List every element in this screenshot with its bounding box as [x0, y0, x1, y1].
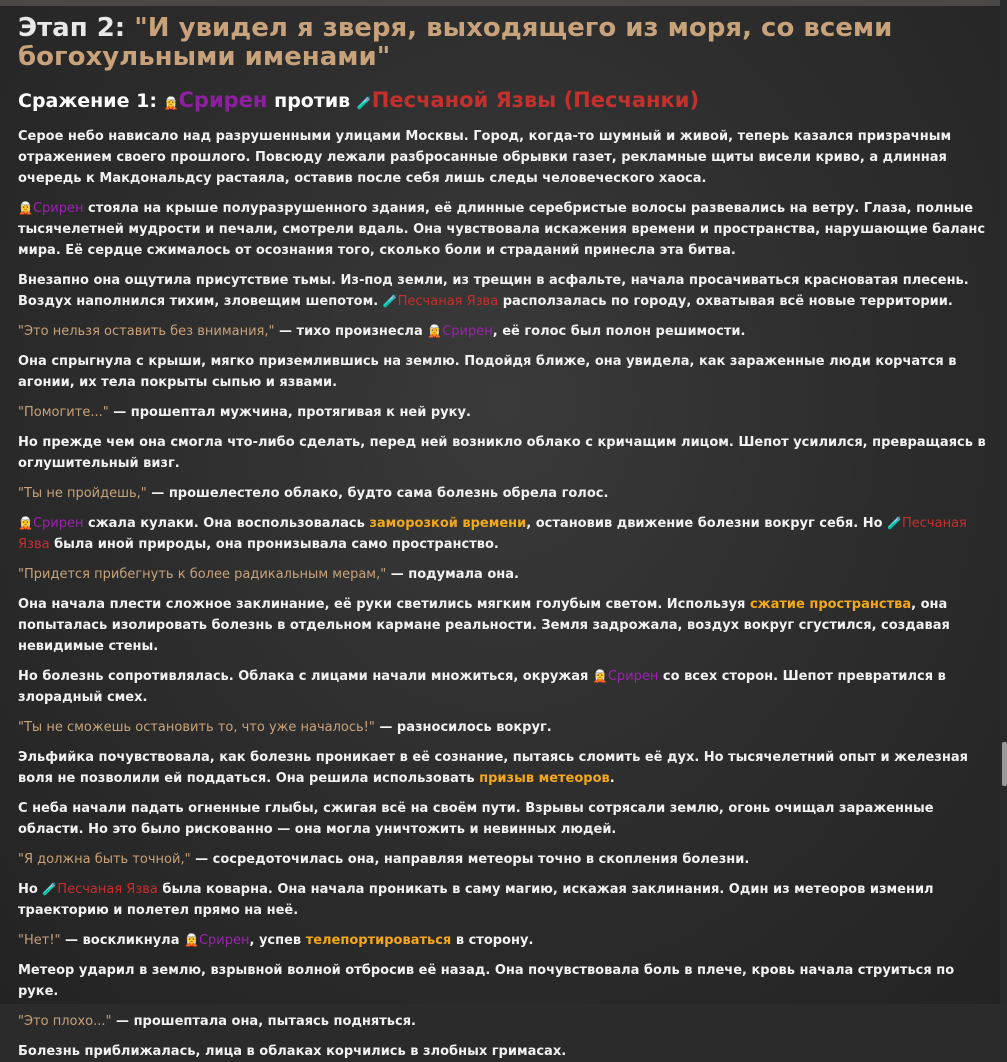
battle-label: Сражение 1:	[18, 90, 157, 112]
elf-emoji-icon: 🧝	[184, 933, 199, 947]
paragraph-13-text: — разносилось вокруг.	[374, 720, 552, 735]
paragraph-9-text-b: , остановив движение болезни вокруг себя. Но	[526, 516, 888, 531]
test-tube-emoji-icon: 🧪	[382, 294, 398, 308]
dialogue-quote: "Ты не пройдешь,"	[18, 486, 147, 501]
enemy-name: Песчаная Язва	[18, 516, 967, 552]
stage-title	[18, 14, 990, 72]
paragraph-21: Болезнь приближалась, лица в облаках корчились в злобных гримасах.	[18, 1044, 567, 1059]
dialogue-quote: "Это нельзя оставить без внимания,"	[18, 324, 275, 339]
paragraph-10-text: — подумала она.	[386, 567, 519, 582]
paragraph-2	[18, 198, 990, 261]
hero-name: Срирен	[442, 324, 493, 339]
paragraph-14-text-a: Эльфийка почувствовала, как болезнь проникает в её сознание, пытаясь сломить её дух. Но тысячелетний опыт и железная воля не позволили ей поддаться. Она решила использовать	[18, 750, 968, 786]
paragraph-9-text-a: сжала кулаки. Она воспользовалась	[83, 516, 370, 531]
paragraph-13	[18, 717, 990, 738]
paragraph-11	[18, 594, 990, 657]
dialogue-quote: "Помогите..."	[18, 405, 109, 420]
paragraph-4-text-b: , её голос был полон решимости.	[492, 324, 746, 339]
test-tube-emoji-icon: 🧪	[42, 882, 58, 896]
dialogue-quote: "Это плохо..."	[18, 1014, 112, 1029]
stage-prefix: Этап 2:	[18, 13, 126, 43]
paragraph-6-text: — прошептал мужчина, протягивая к ней руку.	[108, 405, 471, 420]
enemy-name: Песчаная Язва	[397, 294, 499, 309]
paragraph-6	[18, 402, 990, 423]
paragraph-11-text-a: Она начала плести сложное заклинание, её руки светились мягким голубым светом. Используя	[18, 597, 750, 612]
hero-name: Срирен	[607, 669, 659, 684]
battle-title	[18, 86, 990, 117]
paragraph-19: Метеор ударил в землю, взрывной волной отбросив её назад. Она почувствовала боль в плече, кровь начала струиться по руке.	[18, 963, 955, 999]
paragraph-17	[18, 879, 990, 921]
paragraph-16-text: — сосредоточилась она, направляя метеоры точно в скопления болезни.	[190, 852, 750, 867]
paragraph-3-text-a: Внезапно она ощутила присутствие тьмы. Из-под земли, из трещин в асфальте, начала просачиваться красноватая плесень. Воздух наполнился тихим, зловещим шепотом.	[18, 273, 969, 309]
battle-versus: против	[274, 90, 351, 112]
paragraph-3	[18, 270, 990, 312]
elf-emoji-icon: 🧝	[163, 96, 179, 110]
dialogue-quote: "Придется прибегнуть к более радикальным мерам,"	[18, 567, 387, 582]
paragraph-18-text-a: — воскликнула	[60, 933, 184, 948]
paragraph-14	[18, 747, 990, 789]
top-toolbar-strip	[0, 0, 1007, 6]
dialogue-quote: "Я должна быть точной,"	[18, 852, 191, 867]
skill-teleport: телепортироваться	[305, 933, 452, 948]
skill-time-freeze: заморозкой времени	[369, 516, 527, 531]
paragraph-12-text-b: со всех сторон. Шепот превратился в злорадный смех.	[18, 669, 946, 705]
skill-space-compression: сжатие пространства	[749, 597, 912, 612]
stage-quote: "И увидел я зверя, выходящего из моря, со всеми богохульными именами"	[18, 13, 893, 72]
paragraph-1: Серое небо нависало над разрушенными улицами Москвы. Город, когда-то шумный и живой, теперь казался призрачным отражением своего прошлого. Повсюду лежали разбросанные обрывки газет, рекламные щиты висели криво, а длинная очередь к Макдональдсу растаяла, оставив после себя лишь следы человеческого хаоса.	[18, 129, 952, 186]
paragraph-4-text-a: — тихо произнесла	[274, 324, 428, 339]
paragraph-10	[18, 564, 990, 585]
paragraph-17-text-b: была коварна. Она начала проникать в саму магию, искажая заклинания. Один из метеоров изменил траекторию и полетел прямо на неё.	[18, 882, 934, 918]
paragraph-15: С неба начали падать огненные глыбы, сжигая всё на своём пути. Взрывы сотрясали землю, огонь очищал зараженные области. Но это было рискованно — она могла уничтожить и невинных людей.	[18, 801, 934, 837]
paragraph-20-text: — прошептала она, пытаясь подняться.	[111, 1014, 416, 1029]
elf-emoji-icon: 🧝	[18, 516, 33, 530]
scrollbar-thumb[interactable]	[1002, 742, 1007, 786]
paragraph-18-text-b: , успев	[249, 933, 306, 948]
dialogue-quote: "Ты не сможешь остановить то, что уже началось!"	[18, 720, 375, 735]
paragraph-4	[18, 321, 990, 342]
elf-emoji-icon: 🧝	[18, 201, 33, 215]
paragraph-9-text-c: была иной природы, она пронизывала само пространство.	[49, 537, 499, 552]
enemy-name: Песчаная Язва	[57, 882, 158, 897]
story-content	[18, 8, 990, 1062]
paragraph-8	[18, 483, 990, 504]
paragraph-12-text-a: Но болезнь сопротивлялась. Облака с лицами начали множиться, окружая	[18, 669, 593, 684]
hero-name: Срирен	[198, 933, 250, 948]
page-scrollbar[interactable]	[1000, 0, 1007, 1004]
paragraph-7: Но прежде чем она смогла что-либо сделать, перед ней возникло облако с кричащим лицом. Шепот усилился, превращаясь в оглушительный визг.	[18, 435, 986, 471]
battle-hero-name: Срирен	[178, 88, 268, 112]
paragraph-20	[18, 1011, 990, 1032]
paragraph-2-text: стояла на крыше полуразрушенного здания, её длинные серебристые волосы развевались на ветру. Глаза, полные тысячелетней мудрости и печали, смотрели вдаль. Она чувствовала искажения времени и пространства, нарушающие баланс мира. Её сердце сжималось от осознания того, сколько боли и страданий принесла эта битва.	[18, 201, 986, 258]
elf-emoji-icon: 🧝	[592, 669, 608, 683]
paragraph-12	[18, 666, 990, 708]
test-tube-emoji-icon: 🧪	[887, 516, 903, 530]
dialogue-quote: "Нет!"	[18, 933, 61, 948]
hero-name: Срирен	[32, 201, 84, 216]
battle-enemy-name: Песчаной Язвы (Песчанки)	[371, 88, 700, 112]
test-tube-emoji-icon: 🧪	[356, 96, 372, 110]
paragraph-16	[18, 849, 990, 870]
paragraph-18-text-c: в сторону.	[451, 933, 534, 948]
paragraph-17-text-a: Но	[18, 882, 43, 897]
paragraph-8-text: — прошелестело облако, будто сама болезнь обрела голос.	[146, 486, 609, 501]
paragraph-5: Она спрыгнула с крыши, мягко приземлившись на землю. Подойдя ближе, она увидела, как зараженные люди корчатся в агонии, их тела покрыты сыпью и язвами.	[18, 354, 957, 390]
paragraph-14-text-b: .	[609, 771, 615, 786]
skill-meteor-call: призыв метеоров	[479, 771, 610, 786]
elf-emoji-icon: 🧝	[427, 324, 443, 338]
paragraph-9	[18, 513, 990, 555]
paragraph-11-text-b: , она попыталась изолировать болезнь в отдельном кармане реальности. Земля задрожала, воздух вокруг сгустился, создавая невидимые стены.	[18, 597, 950, 654]
hero-name: Срирен	[32, 516, 84, 531]
paragraph-18	[18, 930, 990, 951]
paragraph-3-text-b: расползалась по городу, охватывая всё новые территории.	[498, 294, 953, 309]
